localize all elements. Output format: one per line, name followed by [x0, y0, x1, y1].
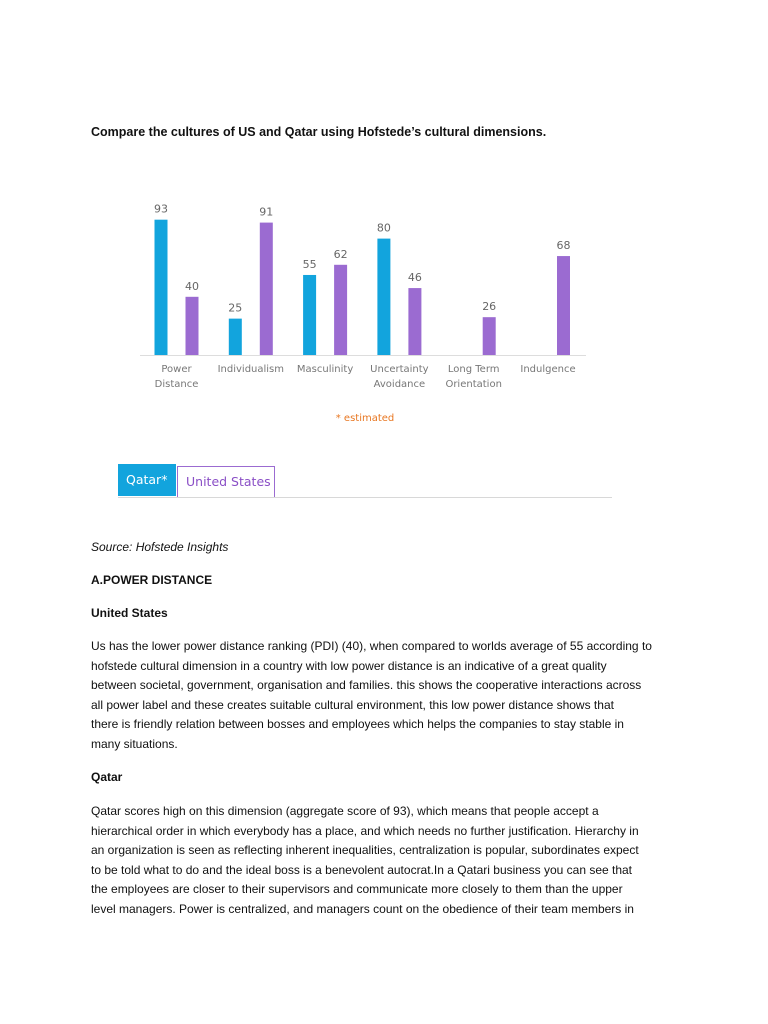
- paragraph-line: hofstede cultural dimension in a country with low power distance is an indicative of a great quality: [91, 658, 607, 673]
- bar-united-states-5: [557, 256, 570, 355]
- category-label: Uncertainty: [370, 364, 429, 375]
- paragraph-line: to be told what to do and the ideal boss is a benevolent autocrat.In a Qatari business you can see that: [91, 862, 633, 877]
- bar-united-states-2: [334, 265, 347, 355]
- paragraph-line: Qatar scores high on this dimension (aggregate score of 93), which means that people accept a: [91, 804, 599, 818]
- category-label: Long Term: [447, 364, 500, 375]
- bar-united-states-0: [186, 297, 199, 355]
- us-subheading: United States: [91, 606, 168, 620]
- data-label: 25: [228, 301, 243, 315]
- category-label: Orientation: [445, 379, 502, 390]
- data-label: 91: [259, 205, 274, 219]
- page-title: Compare the cultures of US and Qatar using Hofstede’s cultural dimensions.: [91, 125, 547, 139]
- data-label: 62: [333, 247, 348, 261]
- bar-qatar-3: [377, 239, 390, 355]
- paragraph-line: all power label and these creates suitable cultural environment, this low power distance shows that: [91, 697, 614, 712]
- country-tabs: [118, 464, 612, 498]
- estimated-note: * estimated: [335, 413, 395, 424]
- paragraph-line: between societal, government, organisation and families. this shows the cooperative interactions across: [91, 678, 642, 693]
- paragraph-line: an organization is seen as reflecting inherent inequalities, centralization is popular, subordinates expect: [91, 843, 639, 858]
- bar-united-states-3: [408, 288, 421, 355]
- category-label: Distance: [154, 379, 199, 390]
- data-label: 46: [407, 271, 422, 285]
- paragraph-line: the employees are closer to their supervisors and communicate more closely to them than the upper: [91, 882, 623, 897]
- data-label: 93: [154, 202, 168, 216]
- bar-qatar-0: [155, 220, 168, 355]
- bar-qatar-1: [229, 319, 242, 355]
- tab-qatar[interactable]: Qatar*: [118, 464, 176, 496]
- paragraph-line: there is friendly relation between bosses and employees which helps the companies to stay stable in: [91, 717, 624, 732]
- category-label: Masculinity: [296, 364, 354, 375]
- category-label: Avoidance: [373, 379, 426, 390]
- us-paragraph: [91, 637, 691, 755]
- data-label: 68: [556, 239, 571, 253]
- paragraph-line: level managers. Power is centralized, and managers count on the obedience of their team members in: [91, 901, 634, 916]
- bar-united-states-4: [483, 317, 496, 355]
- data-label: 55: [302, 257, 317, 271]
- category-label: Indulgence: [520, 364, 576, 375]
- tab-united-states[interactable]: United States: [177, 466, 275, 497]
- qatar-paragraph: [91, 802, 691, 920]
- data-label: 26: [482, 300, 497, 314]
- bar-qatar-2: [303, 275, 316, 355]
- hofstede-bar-chart: [0, 0, 768, 440]
- bar-united-states-1: [260, 223, 273, 355]
- category-label: Power: [161, 364, 192, 375]
- paragraph-line: Us has the lower power distance ranking (PDI) (40), when compared to worlds average of 55 according to: [91, 639, 652, 653]
- qatar-subheading: Qatar: [91, 770, 123, 784]
- category-label: Individualism: [217, 364, 285, 375]
- data-label: 40: [185, 279, 199, 293]
- data-label: 80: [376, 221, 391, 235]
- source-citation: Source: Hofstede Insights: [91, 540, 229, 554]
- section-title: A.POWER DISTANCE: [91, 573, 213, 587]
- paragraph-line: hierarchical order in which everybody has a place, and which needs no further justification. Hierarchy in: [91, 823, 639, 838]
- paragraph-line: many situations.: [91, 736, 178, 751]
